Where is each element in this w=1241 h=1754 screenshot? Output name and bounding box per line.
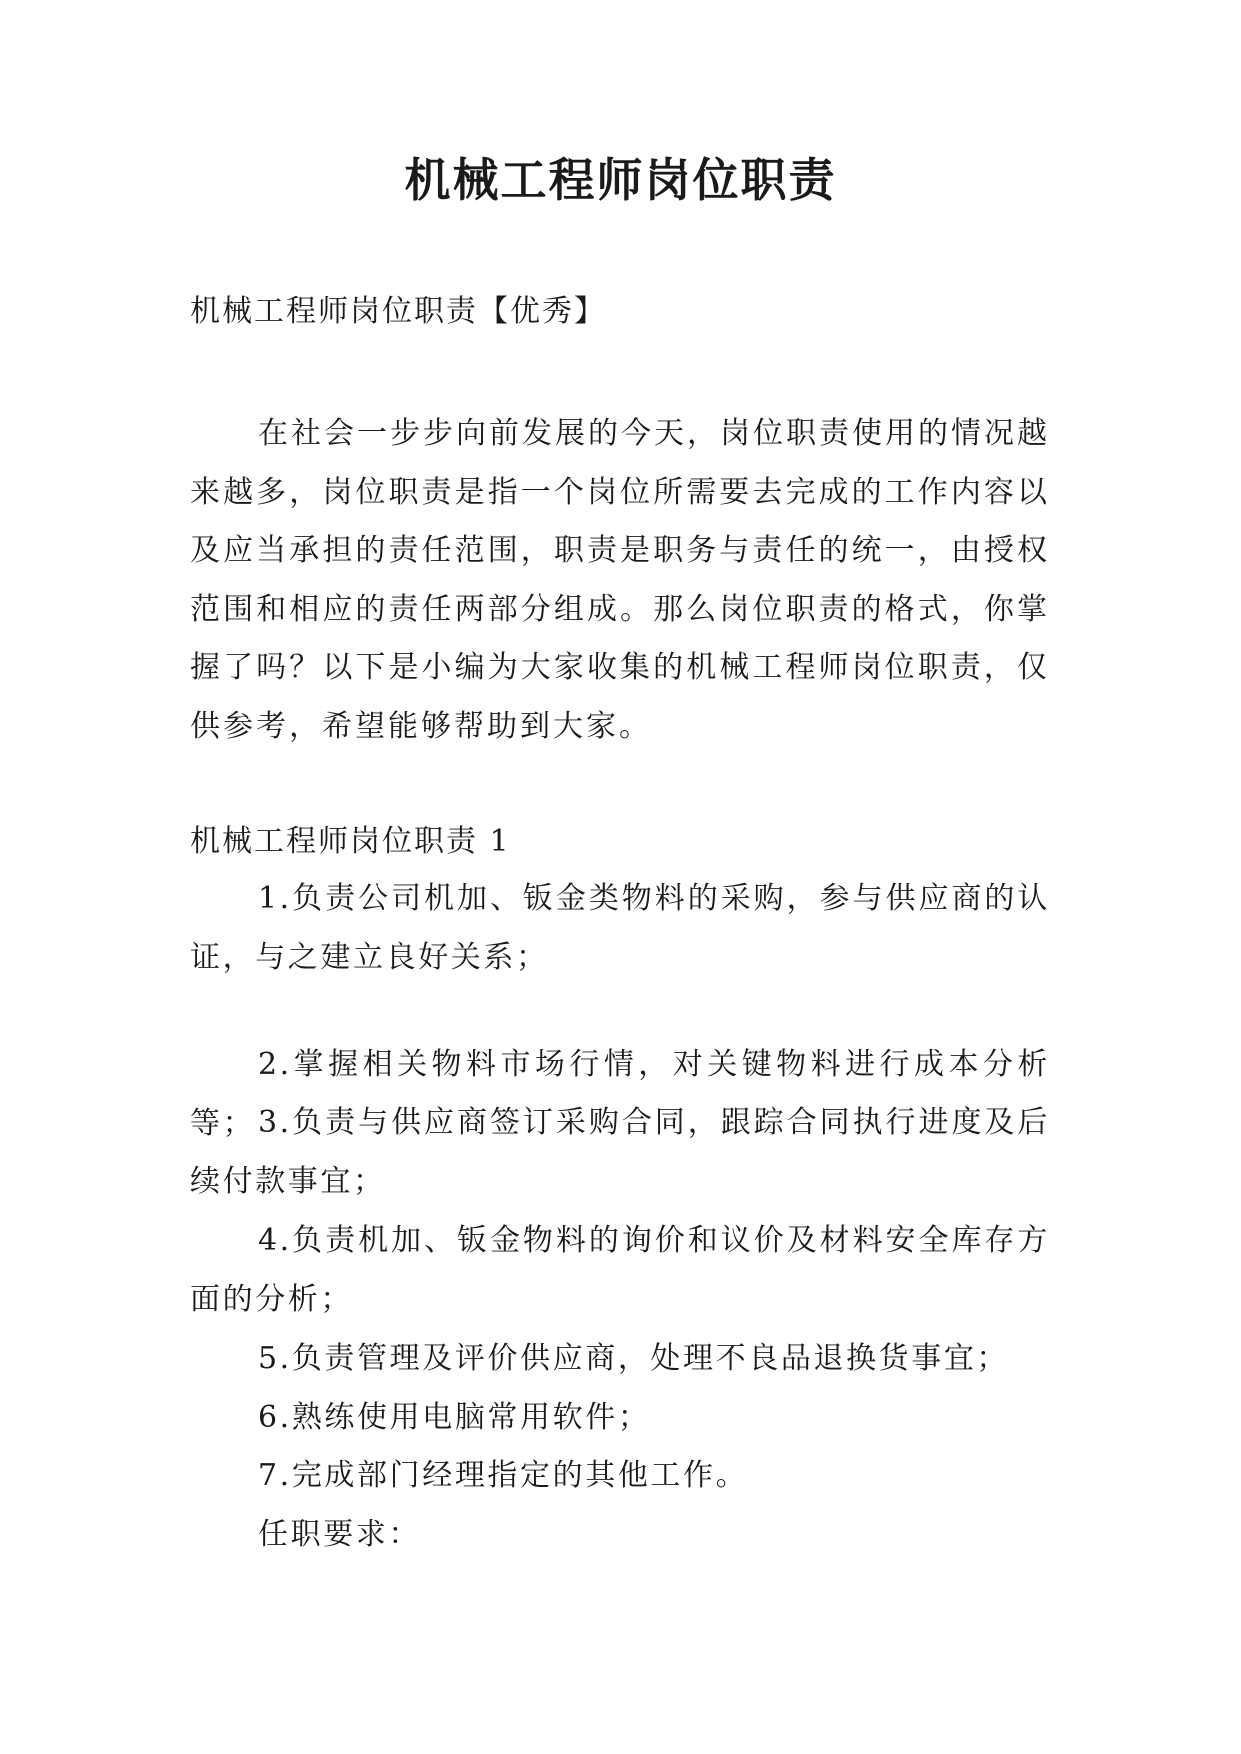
duty-item-7: 7.完成部门经理指定的其他工作。 [258, 1458, 749, 1493]
intro-paragraph: 在社会一步步向前发展的今天，岗位职责使用的情况越来越多，岗位职责是指一个岗位所需要去完成的工作内容以及应当承担的责任范围，职责是职务与责任的统一，由授权范围和相应的责任两部分组成。那么岗位职责的格式，你掌握了吗？以下是小编为大家收集的机械工程师岗位职责，仅供参考，希望能够帮助到大家。 [190, 416, 1050, 744]
document-subtitle: 机械工程师岗位职责【优秀】 [190, 294, 606, 329]
duty-item-5: 5.负责管理及评价供应商，处理不良品退换货事宜； [258, 1341, 1010, 1376]
duty-item-4: 4.负责机加、钣金物料的询价和议价及材料安全库存方面的分析； [190, 1223, 1050, 1317]
duty-item-3: 3.负责与供应商签订采购合同，跟踪合同执行进度及后续付款事宜； [190, 1105, 1050, 1199]
duty-item-2: 2.掌握相关物料市场行情，对关键物料进行成本分析等； [190, 1047, 1050, 1141]
duty-item-6: 6.熟练使用电脑常用软件； [258, 1400, 651, 1435]
document-title: 机械工程师岗位职责 [404, 153, 837, 207]
section-heading: 机械工程师岗位职责 1 [190, 824, 511, 859]
duty-item-1: 1.负责公司机加、钣金类物料的采购，参与供应商的认证，与之建立良好关系； [190, 881, 1050, 975]
requirements-heading: 任职要求： [258, 1517, 421, 1552]
